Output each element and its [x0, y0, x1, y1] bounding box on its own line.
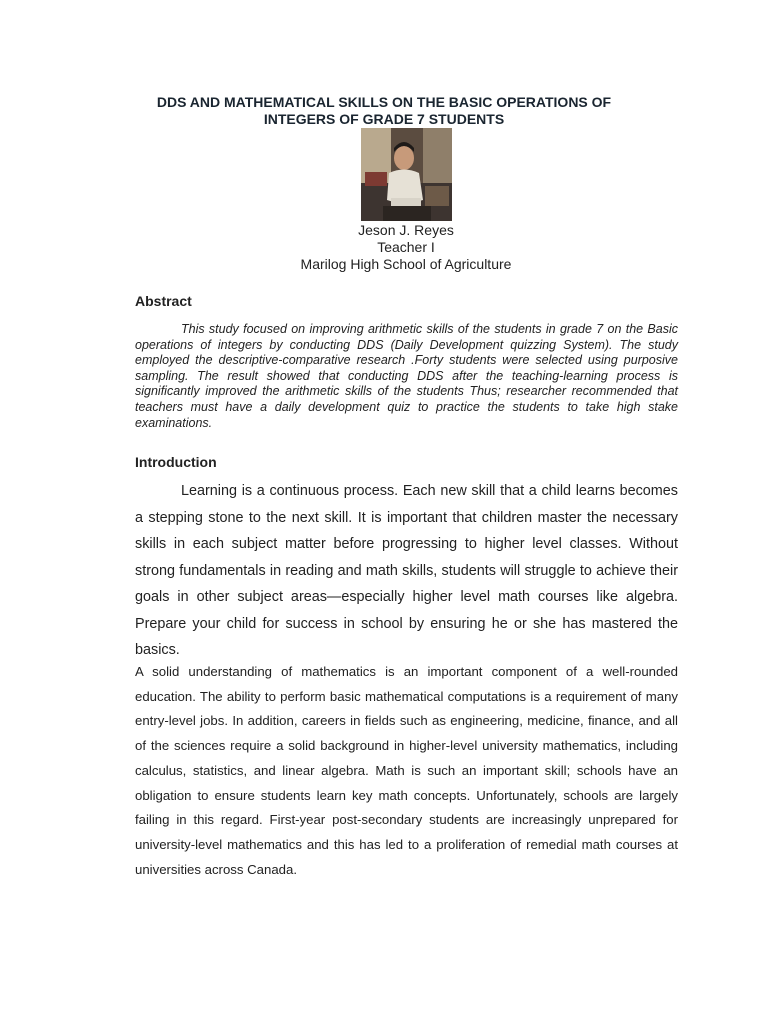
abstract-text: This study focused on improving arithmetic skills of the students in grade 7 on the Basic operations of integers by conducting DDS (Daily Development quizzing System). The study employed the descriptive-comparative research .Forty students were selected using purposive sampling. The result showed that conducting DDS after the teaching-learning process is significantly improved the arithmetic skills of the students Thus; researcher recommended that teachers must have a daily development quiz to practice the students to take high stake examinations. — [135, 322, 678, 430]
introduction-paragraph-part-2: A solid understanding of mathematics is an important component of a well-rounded education. The ability to perform basic mathematical computations is a requirement of many entry-level jobs. In addition, careers in fields such as engineering, medicine, finance, and all of the sciences require a solid background in higher-level university mathematics, including calculus, statistics, and linear algebra. Math is such an important skill; schools have an obligation to ensure students learn key math concepts. Unfortunately, schools are largely failing in this regard. First-year post-secondary students are increasingly unprepared for university-level mathematics and this has led to a proliferation of remedial math courses at universities across Canada. — [135, 664, 678, 877]
author-name: Jeson J. Reyes — [358, 222, 454, 238]
introduction-paragraph-part-1 — [135, 478, 678, 664]
title-line-1: DDS AND MATHEMATICAL SKILLS ON THE BASIC OPERATIONS OF — [156, 94, 612, 110]
author-school: Marilog High School of Agriculture — [300, 256, 512, 272]
abstract-body — [135, 322, 678, 431]
paper-title — [0, 94, 768, 128]
introduction-heading: Introduction — [135, 454, 217, 470]
intro-text-part-1: Learning is a continuous process. Each new skill that a child learns becomes a stepping stone to the next skill. It is important that children master the necessary skills in each subject matter before progressing to higher level classes. Without strong fundamentals in reading and math skills, students will struggle to achieve their goals in other subject areas—especially higher level math courses like algebra. Prepare your child for success in school by ensuring he or she has mastered the basics. — [135, 483, 678, 658]
abstract-heading: Abstract — [135, 293, 192, 309]
author-photo — [361, 128, 452, 221]
author-photo-image — [361, 128, 452, 221]
author-block — [0, 222, 768, 273]
author-position: Teacher I — [377, 239, 435, 255]
title-line-2: INTEGERS OF GRADE 7 STUDENTS — [263, 111, 505, 127]
